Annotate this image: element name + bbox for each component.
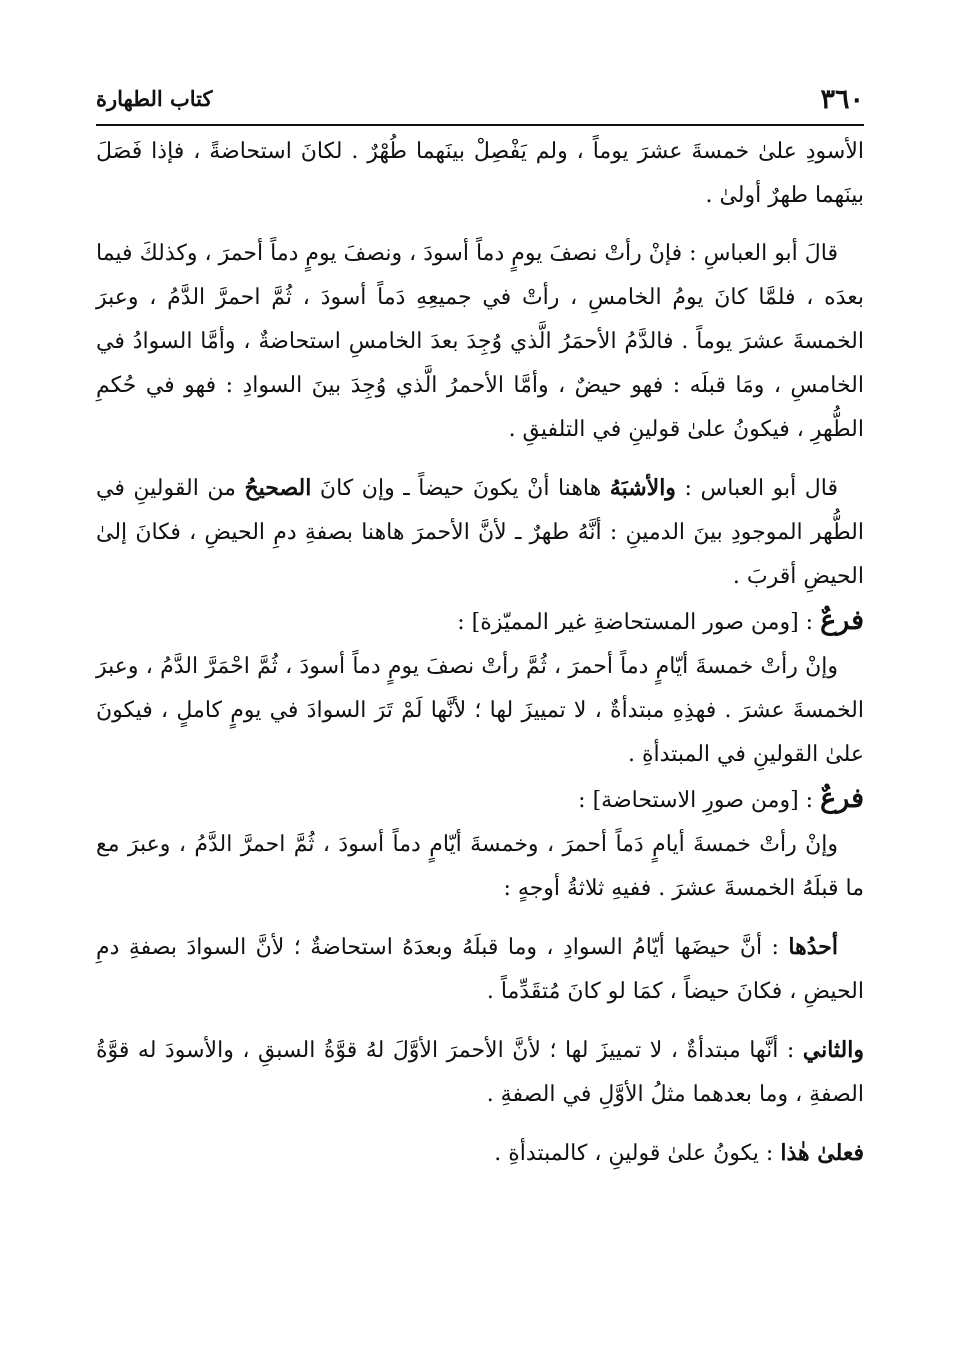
paragraph-branch-2: وإنْ رأتْ خمسةَ أيامٍ دَماً أحمرَ ، وخمسةَ أيّامٍ دماً أسودَ ، ثُمَّ احمرَّ الدَّمُ ، وعبرَ مع ما قبلَهُ الخمسةَ عشرَ . ففيهِ ثلاثةُ أوجهٍ : [96, 832, 864, 901]
bold-term: فعلىٰ هٰذا [780, 1140, 864, 1166]
page-number: ٣٦٠ [820, 84, 864, 115]
paragraph-branch-1: وإنْ رأتْ خمسةَ أيّامٍ دماً أحمرَ ، ثُمَّ رأتْ نصفَ يومٍ دماً أسودَ ، ثُمَّ احْمَرَّ الدَّمُ ، وعبرَ الخمسةَ عشرَ . فهذِهِ مبتدأةٌ ، لا تمييزَ لها ؛ لأنَّها لَمْ تَرَ السوادَ في يومٍ كاملٍ ، فيكونَ علىٰ القولينِ في المبتدأةِ . [96, 654, 864, 767]
branch-title: : [ومن صورِ الاستحاضة] : [578, 788, 821, 813]
bold-term: الصحيحُ [244, 475, 312, 501]
header-rule [96, 124, 864, 126]
branch-label: فرعٌ [820, 605, 864, 636]
paragraph-first-view [96, 925, 864, 1014]
running-header [96, 84, 864, 118]
text-run: : أنَّها مبتدأةٌ ، لا تمييزَ لها ؛ لأنَّ الأحمرَ الأوَّلَ لهُ قوَّةُ السبقِ ، والأسودَ له قوَّةُ الصفةِ ، وما بعدهما مثلُ الأوَّلِ في الصفةِ . [96, 1038, 864, 1107]
paragraph-abu-abbas-2 [96, 466, 864, 599]
paragraph-conclusion [96, 1131, 864, 1176]
text-run: : أنَّ حيضَها أيّامُ السوادِ ، وما قبلَهُ وبعدَهُ استحاضةٌ ؛ لأنَّ السوادَ بصفةِ دمِ الحيضِ ، فكانَ حيضاً ، كمَا لو كانَ مُتقَدِّماً . [96, 935, 864, 1004]
branch-heading-2 [96, 777, 864, 823]
paragraph-second-view [96, 1028, 864, 1117]
branch-title: : [ومن صور المستحاضةِ غير المميّزة] : [457, 610, 821, 635]
text-run: قال أبو العباس : [675, 476, 838, 501]
page-body [96, 130, 864, 1176]
bold-term: والأشبَهُ [609, 475, 676, 501]
branch-label: فرعٌ [820, 783, 864, 814]
paragraph-continuation: الأسودِ علىٰ خمسةَ عشرَ يوماً ، ولم يَفْصِلْ بينَهما طُهْرٌ . لكانَ استحاضةً ، فإذا فَصَلَ بينَهما طهرٌ أولىٰ . [96, 139, 864, 208]
text-run: من القولينِ في الطُّهر الموجودِ بينَ الدمينِ : أنَّهُ طهرٌ ـ لأنَّ الأحمرَ هاهنا بصفةِ دمِ الحيضِ ، فكانَ إلىٰ الحيضِ أقربَ . [96, 476, 864, 589]
text-run: هاهنا أنْ يكونَ حيضاً ـ وإن كانَ [311, 476, 610, 501]
branch-heading-1 [96, 599, 864, 645]
book-title: كتاب الطهارة [96, 86, 213, 111]
bold-term: أحدُها [788, 934, 838, 960]
bold-term: والثاني [802, 1037, 864, 1063]
paragraph-abu-abbas-1: قالَ أبو العباسِ : فإنْ رأتْ نصفَ يومٍ دماً أسودَ ، ونصفَ يومٍ دماً أحمرَ ، وكذلكَ فيما بعدَه ، فلمَّا كانَ يومُ الخامسِ ، رأتْ في جميعِهِ دَماً أسودَ ، ثُمَّ احمرَّ الدَّمُ ، وعبرَ الخمسةَ عشرَ يوماً . فالدَّمُ الأحمَرُ الَّذي وُجِدَ بعدَ الخامسِ استحاضةٌ ، وأمَّا السوادُ في الخامسِ ، ومَا قبلَه : فهو حيضٌ ، وأمَّا الأحمرُ الَّذي وُجِدَ بينَ السوادِ : فهو في حُكمِ الطُّهرِ ، فيكونُ علىٰ قولينِ في التلفيقِ . [96, 241, 864, 442]
text-run: : يكونُ علىٰ قولينِ ، كالمبتدأةِ . [494, 1141, 781, 1166]
